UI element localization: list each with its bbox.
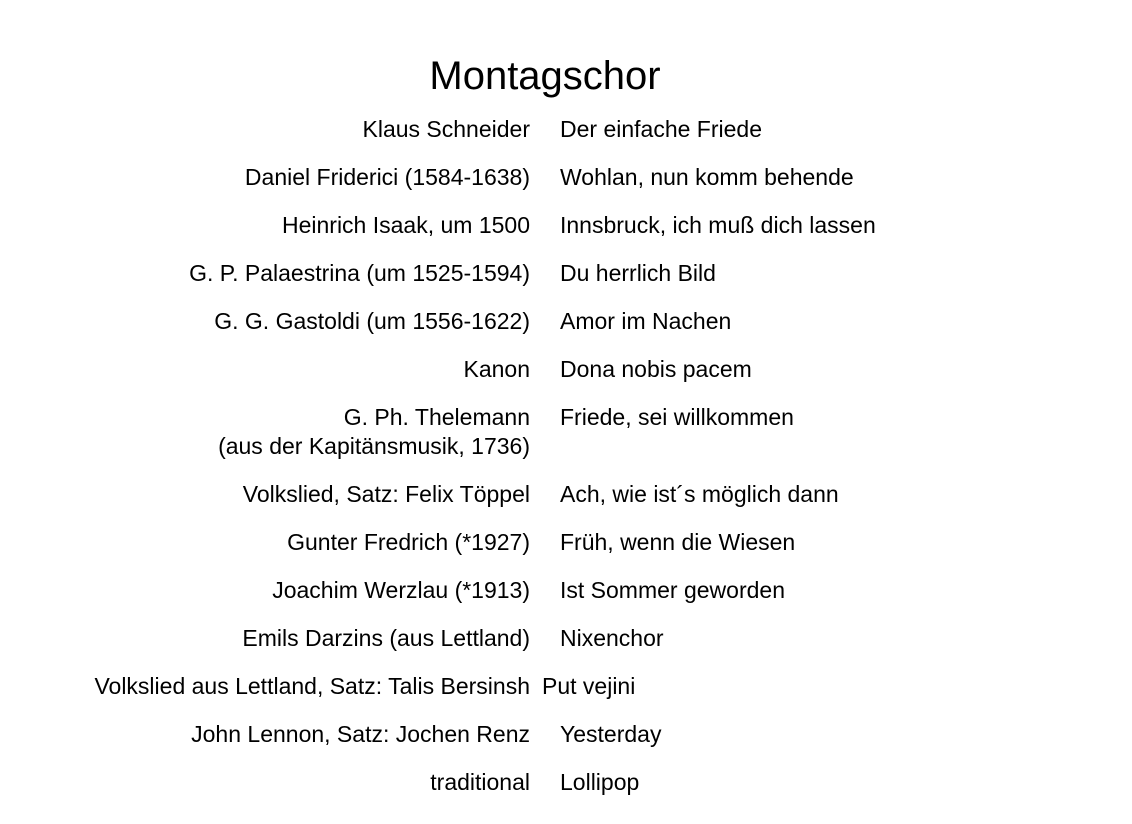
composer: Emils Darzins (aus Lettland) [242, 625, 530, 651]
composer: G. Ph. Thelemann [343, 404, 530, 430]
program-row [0, 672, 1132, 701]
piece-title: Du herrlich Bild [560, 260, 716, 286]
program-row [0, 355, 1132, 384]
page-title: Montagschor [429, 54, 661, 98]
piece-title: Wohlan, nun komm behende [560, 164, 854, 190]
piece-title: Früh, wenn die Wiesen [560, 529, 796, 555]
program-row [0, 403, 1132, 461]
program-row [0, 307, 1132, 336]
piece-title: Amor im Nachen [560, 308, 732, 334]
piece-title: Nixenchor [560, 625, 664, 651]
composer-note: (aus der Kapitänsmusik, 1736) [218, 433, 530, 459]
composer: Heinrich Isaak, um 1500 [281, 212, 530, 238]
piece-title: Ist Sommer geworden [560, 577, 785, 603]
program-row [0, 528, 1132, 557]
piece-title: Put vejini [542, 673, 636, 699]
piece-title: Innsbruck, ich muß dich lassen [560, 212, 876, 238]
composer: Klaus Schneider [362, 116, 530, 142]
piece-title: Ach, wie ist´s möglich dann [560, 481, 839, 507]
program-row [0, 211, 1132, 240]
piece-title: Yesterday [560, 721, 662, 747]
composer: G. P. Palaestrina (um 1525-1594) [189, 260, 530, 286]
program-row [0, 259, 1132, 288]
program-list [0, 115, 1132, 816]
composer: Volkslied, Satz: Felix Töppel [242, 481, 530, 507]
piece-title: Lollipop [560, 769, 640, 795]
composer: Joachim Werzlau (*1913) [272, 577, 530, 603]
program-row [0, 480, 1132, 509]
program-row [0, 115, 1132, 144]
composer: Kanon [463, 356, 530, 382]
composer: Volkslied aus Lettland, Satz: Talis Bersinsh [94, 673, 530, 699]
program-row [0, 768, 1132, 797]
composer: G. G. Gastoldi (um 1556-1622) [214, 308, 530, 334]
composer: Gunter Fredrich (*1927) [287, 529, 530, 555]
composer: Daniel Friderici (1584-1638) [244, 164, 530, 190]
composer: traditional [430, 769, 530, 795]
composer-block [0, 403, 530, 461]
piece-title: Dona nobis pacem [560, 356, 752, 382]
piece-title: Der einfache Friede [560, 116, 762, 142]
composer: John Lennon, Satz: Jochen Renz [191, 721, 530, 747]
program-row [0, 163, 1132, 192]
piece-title: Friede, sei willkommen [560, 404, 794, 430]
program-row [0, 624, 1132, 653]
program-row [0, 720, 1132, 749]
program-row [0, 576, 1132, 605]
